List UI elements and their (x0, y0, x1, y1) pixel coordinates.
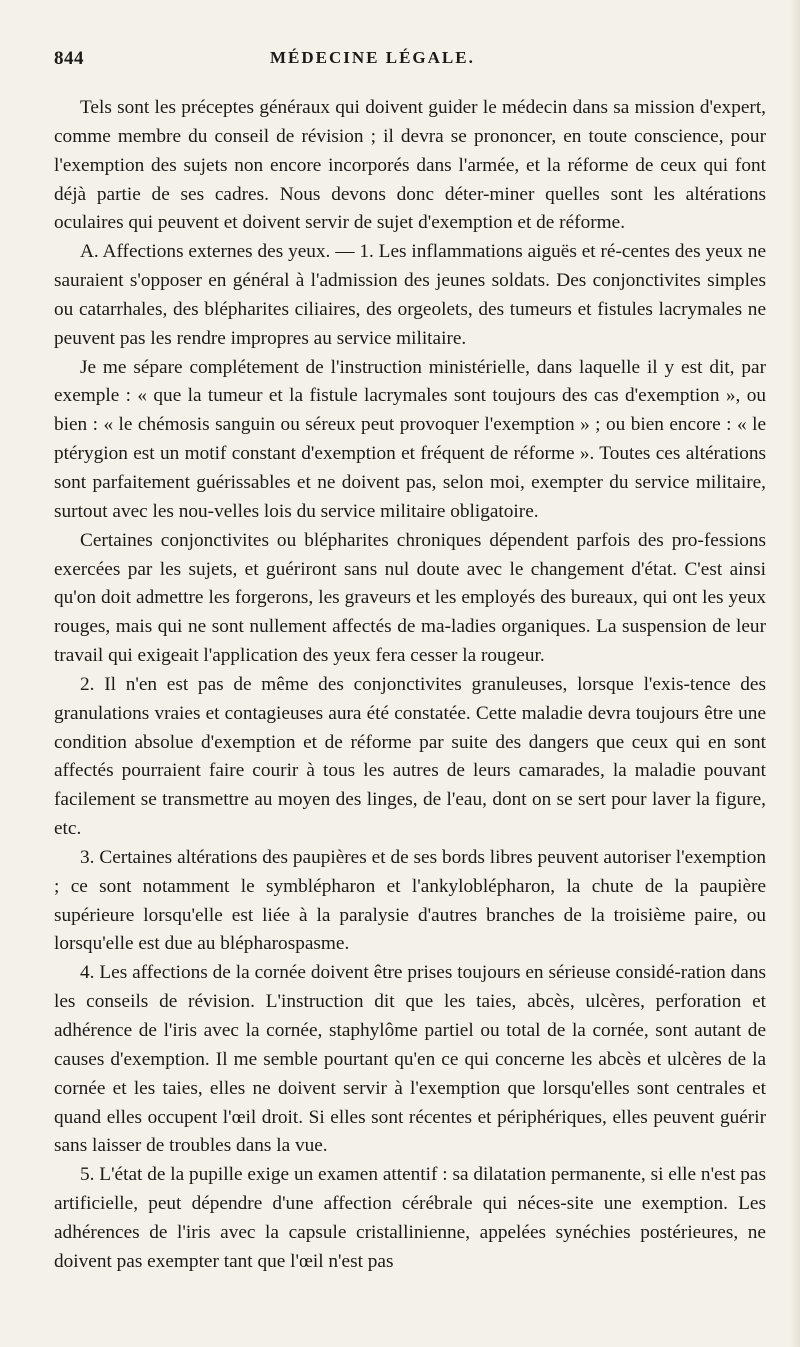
paragraph: 2. Il n'en est pas de même des conjonctivites granuleuses, lorsque l'exis-tence des granulations vraies et contagieuses aura été constatée. Cette maladie devra toujours être une condition absolue d'exemption et de réforme par suite des dangers que ceux qui en sont affectés pourraient faire courir à tous les autres de leurs camarades, la maladie pouvant facilement se transmettre au moyen des linges, de l'eau, dont on se sert pour laver la figure, etc. (54, 673, 766, 840)
paragraph: 4. Les affections de la cornée doivent être prises toujours en sérieuse considé-ration dans les conseils de révision. L'instruction dit que les taies, abcès, ulcères, perforation et adhérence de l'iris avec la cornée, staphylôme partiel ou total de la cornée, sont autant de causes d'exemption. Il me semble pourtant qu'en ce qui concerne les abcès et ulcères de la cornée et les taies, elles ne doivent servir à l'exemption que lorsqu'elles sont centrales et quand elles occupent l'œil droit. Si elles sont récentes et périphériques, elles peuvent guérir sans laisser de troubles dans la vue. (54, 962, 766, 1157)
paragraph: Certaines conjonctivites ou blépharites chroniques dépendent parfois des pro-fessions exercées par les sujets, et guériront sans nul doute avec le changement d'état. C'est ainsi qu'on doit admettre les forgerons, les graveurs et les employés des bureaux, qui ont les yeux rouges, mais qui ne sont nullement affectés de ma-ladies organiques. La suspension de leur travail qui exigeait l'application des yeux fera cesser la rougeur. (54, 529, 766, 667)
page-number: 844 (54, 48, 84, 69)
page-edge (790, 0, 800, 1347)
document-page (40, 40, 775, 1272)
paragraph: Tels sont les préceptes généraux qui doivent guider le médecin dans sa mission d'expert, comme membre du conseil de révision ; il devra se prononcer, en toute conscience, pour l'exemption des sujets non encore incorporés dans l'armée, et la réforme de ceux qui font déjà partie de ses cadres. Nous devons donc déter-miner quelles sont les altérations oculaires qui peuvent et doivent servir de sujet d'exemption et de réforme. (54, 97, 766, 234)
paragraph: 3. Certaines altérations des paupières et de ses bords libres peuvent autoriser l'exemption ; ce sont notamment le symblépharon et l'ankyloblépharon, la chute de la paupière supérieure lorsqu'elle est liée à la paralysie d'autres branches de la troisième paire, ou lorsqu'elle est due au blépharospasme. (54, 846, 766, 955)
paragraph: A. Affections externes des yeux. — 1. Les inflammations aiguës et ré-centes des yeux ne sauraient s'opposer en général à l'admission des jeunes soldats. Des conjonctivites simples ou catarrhales, des blépharites ciliaires, des orgeolets, des tumeurs et fistules lacrymales ne peuvent pas les rendre impropres au service militaire. (54, 241, 766, 349)
paragraph: 5. L'état de la pupille exige un examen attentif : sa dilatation permanente, si elle n'est pas artificielle, peut dépendre d'une affection cérébrale qui néces-site une exemption. Les adhérences de l'iris avec la capsule cristallinienne, appelées synéchies postérieures, ne doivent pas exempter tant que l'œil n'est pas (54, 1164, 766, 1272)
body-text (54, 94, 766, 1277)
paragraph: Je me sépare complétement de l'instruction ministérielle, dans laquelle il y est dit, par exemple : « que la tumeur et la fistule lacrymales sont toujours des cas d'exemption », ou bien : « le chémosis sanguin ou séreux peut provoquer l'exemption » ; ou bien encore : « le ptérygion est un motif constant d'exemption et fréquent de réforme ». Toutes ces altérations sont parfaitement guérissables et ne doivent pas, selon moi, exempter du service militaire, surtout avec les nou-velles lois du service militaire obligatoire. (54, 356, 766, 522)
running-title: MÉDECINE LÉGALE. (270, 48, 475, 67)
page-header (40, 40, 775, 74)
